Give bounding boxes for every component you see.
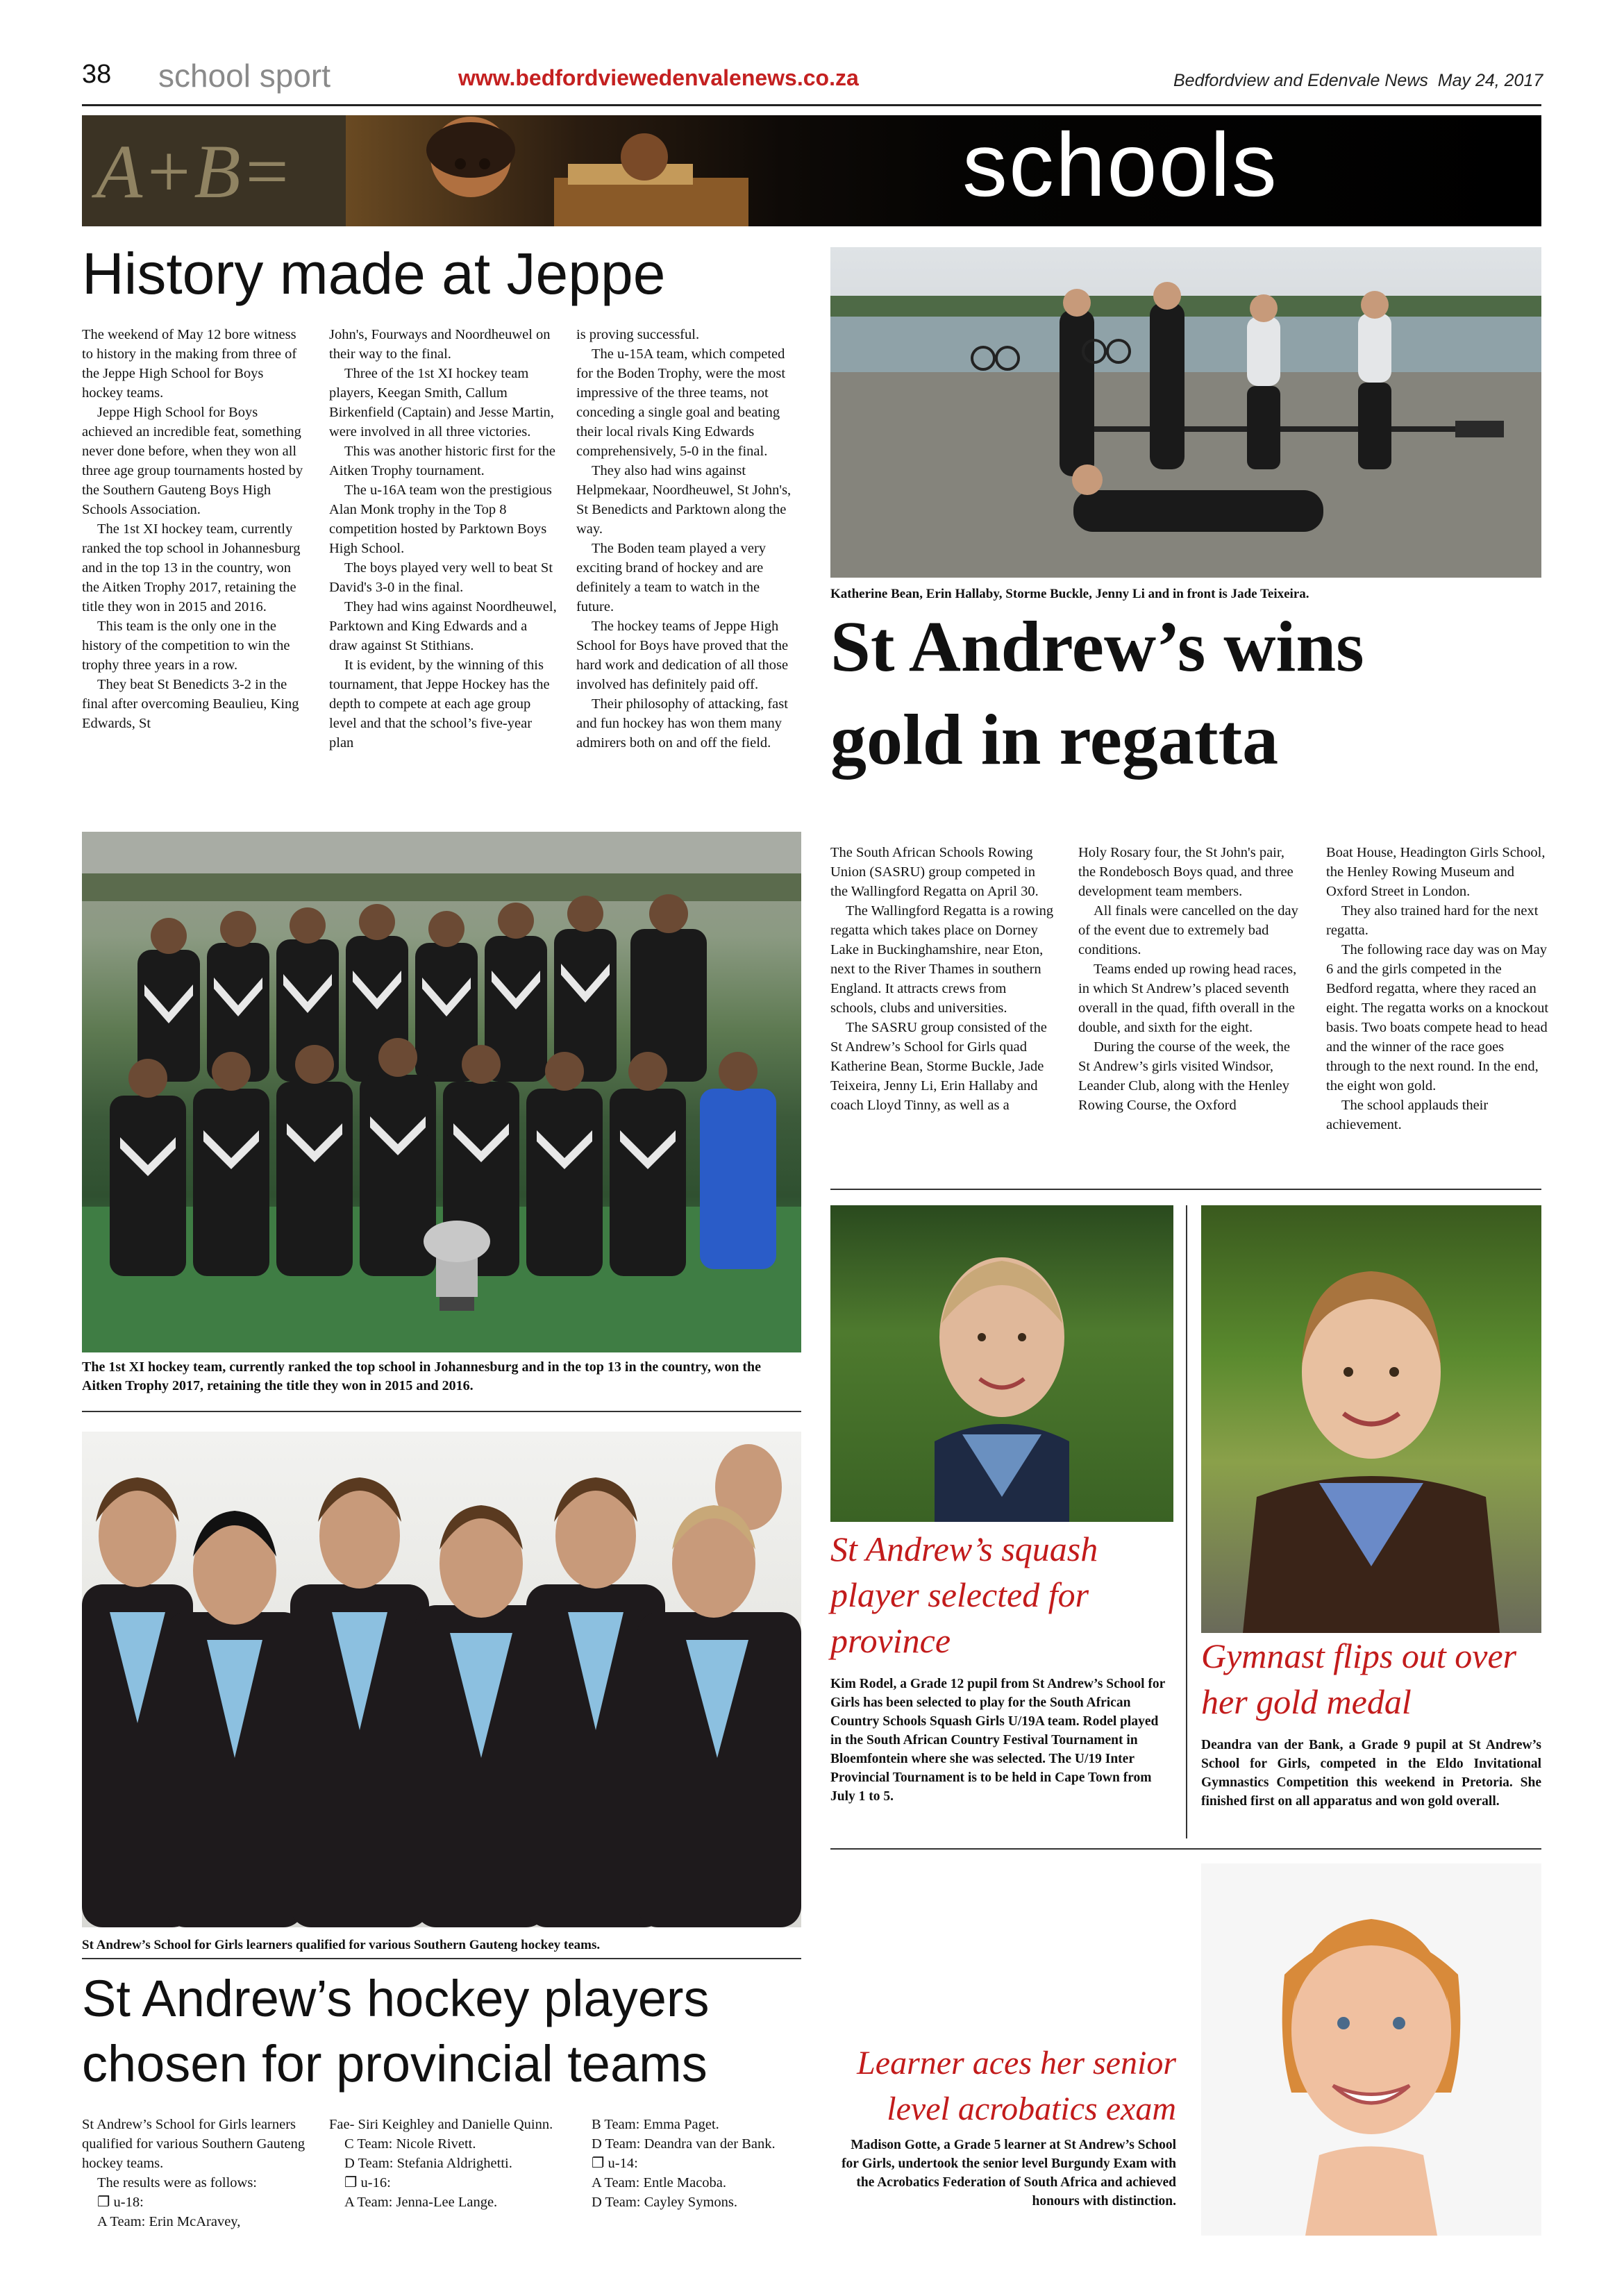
squash-headline: St Andrew’s squash player selected for province [830, 1530, 1098, 1660]
banner-illustration [82, 115, 776, 226]
gymnast-photo [1201, 1205, 1541, 1633]
website-link[interactable]: www.bedfordviewedenvalenews.co.za [458, 65, 859, 90]
regatta-paragraph: The SASRU group consisted of the St Andrew’s School for Girls quad Katherine Bean, Storme Buckle, Jade Teixeira, Jenny Li, Erin Hallaby and coach Lloyd Tinny, as well as a [830, 1020, 1047, 1113]
jeppe-paragraph: They had wins against Noordheuwel, Parktown and King Edwards and a draw against St Stithians. [329, 599, 557, 653]
girls-hockey-line: ❐ u-14: [592, 2156, 638, 2171]
jeppe-paragraph: They also had wins against Helpmekaar, Noordheuwel, St John's, St Benedicts and Parktown along the way. [576, 463, 792, 537]
girls-hockey-line: Fae- Siri Keighley and Danielle Quinn. [329, 2117, 553, 2132]
regatta-paragraph: Holy Rosary four, the St John's pair, the Rondebosch Boys quad, and three development team members. [1078, 845, 1294, 899]
girls-hockey-line: ❐ u-18: [97, 2195, 144, 2210]
rowers-scene [830, 247, 1541, 578]
jeppe-paragraph: They beat St Benedicts 3-2 in the final after overcoming Beaulieu, King Edwards, St [82, 677, 299, 731]
girls-hockey-line: D Team: Stefania Aldrighetti. [344, 2156, 512, 2171]
regatta-headline-line2: gold in regatta [830, 700, 1279, 780]
girls-hockey-line: D Team: Cayley Symons. [592, 2195, 738, 2210]
regatta-column-3 [1326, 843, 1550, 1134]
girls-group [82, 1432, 801, 1927]
regatta-paragraph: They also trained hard for the next regatta. [1326, 903, 1539, 938]
section-title: school sport [158, 58, 331, 94]
acrobatics-headline-line2: level acrobatics exam [887, 2090, 1176, 2127]
regatta-paragraph: The South African Schools Rowing Union (SASRU) group competed in the Wallingford Regatta on April 30. [830, 845, 1039, 899]
jeppe-column-1 [82, 325, 305, 733]
jeppe-column-3 [576, 325, 800, 753]
girls-hockey-line: B Team: Emma Paget. [592, 2117, 719, 2132]
regatta-paragraph: The following race day was on May 6 and the girls competed in the Bedford regatta, where they raced an eight. The regatta works on a knockout basis. Two boats compete head to head and the winner of the race goes through to the next round. In the end, the eight won gold. [1326, 942, 1549, 1093]
portrait-madison-gotte [1201, 1863, 1541, 2236]
jeppe-divider [82, 1411, 801, 1412]
regatta-divider [830, 1189, 1541, 1190]
portrait-kim-rodel [830, 1205, 1173, 1522]
page-number: 38 [82, 60, 112, 89]
girls-hockey-column-1 [82, 2115, 311, 2231]
squash-player-photo [830, 1205, 1173, 1522]
banner-title: schools [962, 115, 1278, 215]
girls-hockey-caption: St Andrew’s School for Girls learners qualified for various Southern Gauteng hockey teams. [82, 1938, 601, 1952]
girls-hockey-line: The results were as follows: [97, 2175, 257, 2190]
regatta-paragraph: Boat House, Headington Girls School, the Henley Rowing Museum and Oxford Street in London. [1326, 845, 1546, 899]
girls-hockey-photo [82, 1432, 801, 1927]
regatta-paragraph: All finals were cancelled on the day of the event due to extremely bad conditions. [1078, 903, 1298, 957]
regatta-headline-line1: St Andrew’s wins [830, 607, 1364, 687]
regatta-paragraph: The school applauds their achievement. [1326, 1098, 1489, 1132]
gymnast-body: Deandra van der Bank, a Grade 9 pupil at St Andrew’s School for Girls, competed in the Eldo Invitational Gymnastics Competition this weekend in Pretoria. She finished first on all apparatus and won gold overall. [1201, 1738, 1541, 1809]
girls-hockey-line: C Team: Nicole Rivett. [344, 2136, 476, 2152]
gymnast-headline: Gymnast flips out over her gold medal [1201, 1636, 1517, 1721]
schools-banner [82, 115, 1541, 226]
chalk-text: A+B= [96, 129, 292, 214]
girls-hockey-line: A Team: Jenna-Lee Lange. [344, 2195, 498, 2210]
masthead-date: Bedfordview and Edenvale News May 24, 2017 [1173, 71, 1543, 90]
girls-hockey-line: St Andrew’s School for Girls learners qualified for various Southern Gauteng hockey teams. [82, 2117, 305, 2171]
jeppe-paragraph: is proving successful. [576, 327, 700, 342]
jeppe-column-2 [329, 325, 557, 753]
regatta-column-1 [830, 843, 1054, 1115]
jeppe-team-photo [82, 832, 801, 1352]
jeppe-paragraph: It is evident, by the winning of this tournament, that Jeppe Hockey has the depth to compete at each age group level and that the school’s five-year plan [329, 657, 550, 751]
girls-hockey-line: A Team: Erin McAravey, [97, 2214, 241, 2229]
jeppe-paragraph: This team is the only one in the history of the competition to win the trophy three years in a row. [82, 619, 290, 673]
column-divider-vertical [1186, 1205, 1187, 1838]
regatta-photo [830, 247, 1541, 578]
jeppe-paragraph: John's, Fourways and Noordheuwel on their way to the final. [329, 327, 551, 362]
jeppe-paragraph: The u-15A team, which competed for the Boden Trophy, were the most impressive of the three teams, not conceding a single goal and beating their local rivals King Edwards comprehensively, 5-0 in the final. [576, 346, 786, 459]
team-figures [82, 832, 801, 1352]
girls-hockey-divider [82, 1958, 801, 1959]
regatta-photo-caption: Katherine Bean, Erin Hallaby, Storme Buckle, Jenny Li and in front is Jade Teixeira. [830, 587, 1309, 601]
gymnast-divider [830, 1848, 1541, 1850]
girls-hockey-column-2 [329, 2115, 558, 2212]
girls-hockey-line: ❐ u-16: [344, 2175, 391, 2190]
jeppe-headline: History made at Jeppe [82, 241, 666, 306]
girls-hockey-line: A Team: Entle Macoba. [592, 2175, 727, 2190]
regatta-paragraph: Teams ended up rowing head races, in which St Andrew’s placed seventh overall in the quad, fifth overall in the double, and sixth for the eight. [1078, 962, 1297, 1035]
jeppe-paragraph: Their philosophy of attacking, fast and fun hockey has won them many admirers both on and off the field. [576, 696, 788, 751]
girls-hockey-headline-line1: St Andrew’s hockey players [82, 1970, 710, 2027]
portrait-deandra [1201, 1205, 1541, 1633]
acrobatics-body: Madison Gotte, a Grade 5 learner at St Andrew’s School for Girls, undertook the senior level Burgundy Exam with the Acrobatics Federation of South Africa and achieved honours with distinction. [842, 2138, 1176, 2209]
jeppe-paragraph: The Boden team played a very exciting brand of hockey and are definitely a team to watch in the future. [576, 541, 767, 614]
regatta-column-2 [1078, 843, 1300, 1115]
regatta-paragraph: The Wallingford Regatta is a rowing regatta which takes place on Dorney Lake in Buckinghamshire, near Eton, next to the River Thames in southern England. It attracts crews from schools, clubs and universities. [830, 903, 1054, 1016]
jeppe-paragraph: Three of the 1st XI hockey team players, Keegan Smith, Callum Birkenfield (Captain) and Jesse Martin, were involved in all three victories. [329, 366, 554, 439]
jeppe-paragraph: Jeppe High School for Boys achieved an incredible feat, something never done before, when they won all three age group tournaments hosted by the Southern Gauteng Boys High Schools Association. [82, 405, 303, 517]
jeppe-photo-caption: The 1st XI hockey team, currently ranked the top school in Johannesburg and in the top 13 in the country, won the Aitken Trophy 2017, retaining the title they won in 2015 and 2016. [82, 1359, 762, 1393]
jeppe-paragraph: The hockey teams of Jeppe High School for Boys have proved that the hard work and dedication of all those involved has definitely paid off. [576, 619, 789, 692]
jeppe-paragraph: The 1st XI hockey team, currently ranked the top school in Johannesburg and in the top 13 in the country, won the Aitken Trophy 2017, retaining the title they won in 2015 and 2016. [82, 521, 301, 614]
girls-hockey-line: D Team: Deandra van der Bank. [592, 2136, 776, 2152]
regatta-paragraph: During the course of the week, the St Andrew’s girls visited Windsor, Leander Club, along with the Henley Rowing Course, the Oxford [1078, 1039, 1290, 1113]
jeppe-paragraph: The weekend of May 12 bore witness to history in the making from three of the Jeppe High School for Boys hockey teams. [82, 327, 297, 401]
acrobatics-headline-line1: Learner aces her senior [857, 2045, 1176, 2081]
jeppe-paragraph: The boys played very well to beat St David's 3-0 in the final. [329, 560, 553, 595]
jeppe-paragraph: This was another historic first for the Aitken Trophy tournament. [329, 444, 556, 478]
squash-body: Kim Rodel, a Grade 12 pupil from St Andrew’s School for Girls has been selected to play for the South African Country Schools Squash Girls U/19A team. Rodel played in the South African Country Festival Tournament in Bloemfontein where she was selected. The U/19 Inter Provincial Tournament is to be held in Cape Town from July 1 to 5. [830, 1677, 1165, 1804]
acrobatics-learner-photo [1201, 1863, 1541, 2236]
girls-hockey-headline-line2: chosen for provincial teams [82, 2035, 708, 2093]
header-rule [82, 104, 1541, 106]
jeppe-paragraph: The u-16A team won the prestigious Alan Monk trophy in the Top 8 competition hosted by Parktown Boys High School. [329, 483, 552, 556]
girls-hockey-column-3 [576, 2115, 800, 2212]
